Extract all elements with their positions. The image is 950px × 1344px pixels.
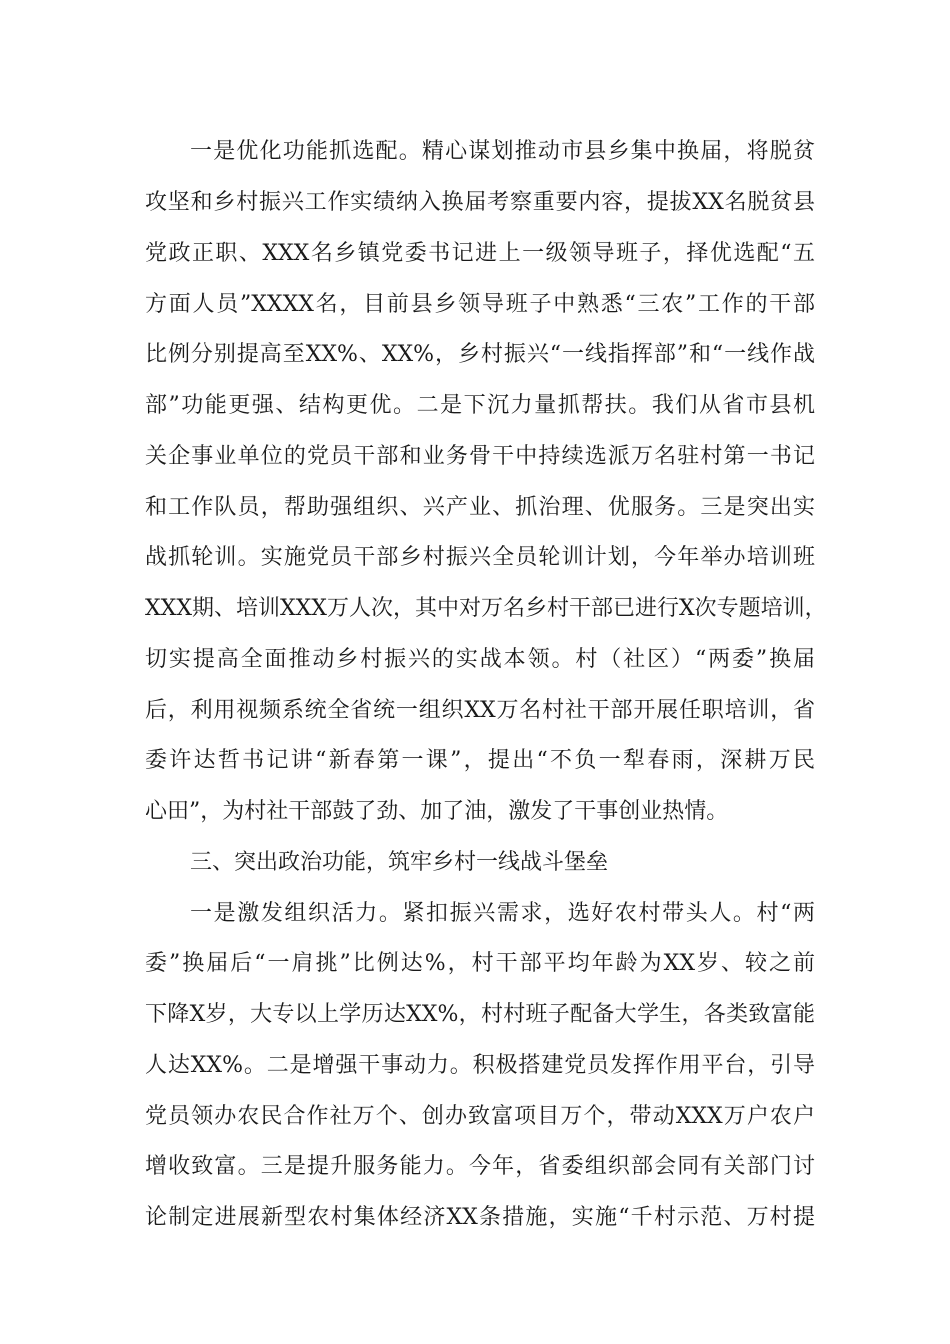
paragraph-line: 心田”，为村社干部鼓了劲、加了油，激发了干事创业热情。: [145, 799, 729, 824]
paragraph-line: 切实提高全面推动乡村振兴的实战本领。村（社区）“两委”换届: [145, 647, 815, 672]
paragraph-line: 下降X岁，大专以上学历达XX%，村村班子配备大学生，各类致富能: [145, 1002, 815, 1027]
paragraph-line: 党政正职、XXX名乡镇党委书记进上一级领导班子，择优选配“五: [145, 241, 815, 266]
paragraph-line: 增收致富。三是提升服务能力。今年，省委组织部会同有关部门讨: [145, 1154, 815, 1179]
section-heading: 三、突出政治功能，筑牢乡村一线战斗堡垒: [190, 850, 609, 875]
paragraph-line: 和工作队员，帮助强组织、兴产业、抓治理、优服务。三是突出实: [145, 495, 815, 520]
paragraph-line: 人达XX%。二是增强干事动力。积极搭建党员发挥作用平台，引导: [145, 1053, 815, 1078]
paragraph-line: 方面人员”XXXX名，目前县乡领导班子中熟悉“三农”工作的干部: [145, 292, 815, 317]
paragraph-line: 战抓轮训。实施党员干部乡村振兴全员轮训计划，今年举办培训班: [145, 545, 815, 570]
paragraph-line: 后，利用视频系统全省统一组织XX万名村社干部开展任职培训，省: [145, 698, 815, 723]
paragraph-line: 攻坚和乡村振兴工作实绩纳入换届考察重要内容，提拔XX名脱贫县: [145, 190, 815, 215]
paragraph-line: 一是优化功能抓选配。精心谋划推动市县乡集中换届，将脱贫: [190, 139, 815, 164]
paragraph-line: 委”换届后“一肩挑”比例达%，村干部平均年龄为XX岁、较之前: [145, 951, 815, 976]
paragraph-line: XXX期、培训XXX万人次，其中对万名乡村干部已进行X次专题培训，: [145, 596, 827, 621]
paragraph-line: 部”功能更强、结构更优。二是下沉力量抓帮扶。我们从省市县机: [145, 393, 815, 418]
paragraph-line: 一是激发组织活力。紧扣振兴需求，选好农村带头人。村“两: [190, 901, 815, 926]
paragraph-line: 党员领办农民合作社万个、创办致富项目万个，带动XXX万户农户: [145, 1104, 815, 1129]
paragraph-line: 关企事业单位的党员干部和业务骨干中持续选派万名驻村第一书记: [145, 444, 815, 469]
paragraph-line: 比例分别提高至XX%、XX%，乡村振兴“一线指挥部”和“一线作战: [145, 342, 815, 367]
paragraph-line: 论制定进展新型农村集体经济XX条措施，实施“千村示范、万村提: [145, 1205, 815, 1230]
paragraph-line: 委许达哲书记讲“新春第一课”，提出“不负一犁春雨，深耕万民: [145, 748, 815, 773]
